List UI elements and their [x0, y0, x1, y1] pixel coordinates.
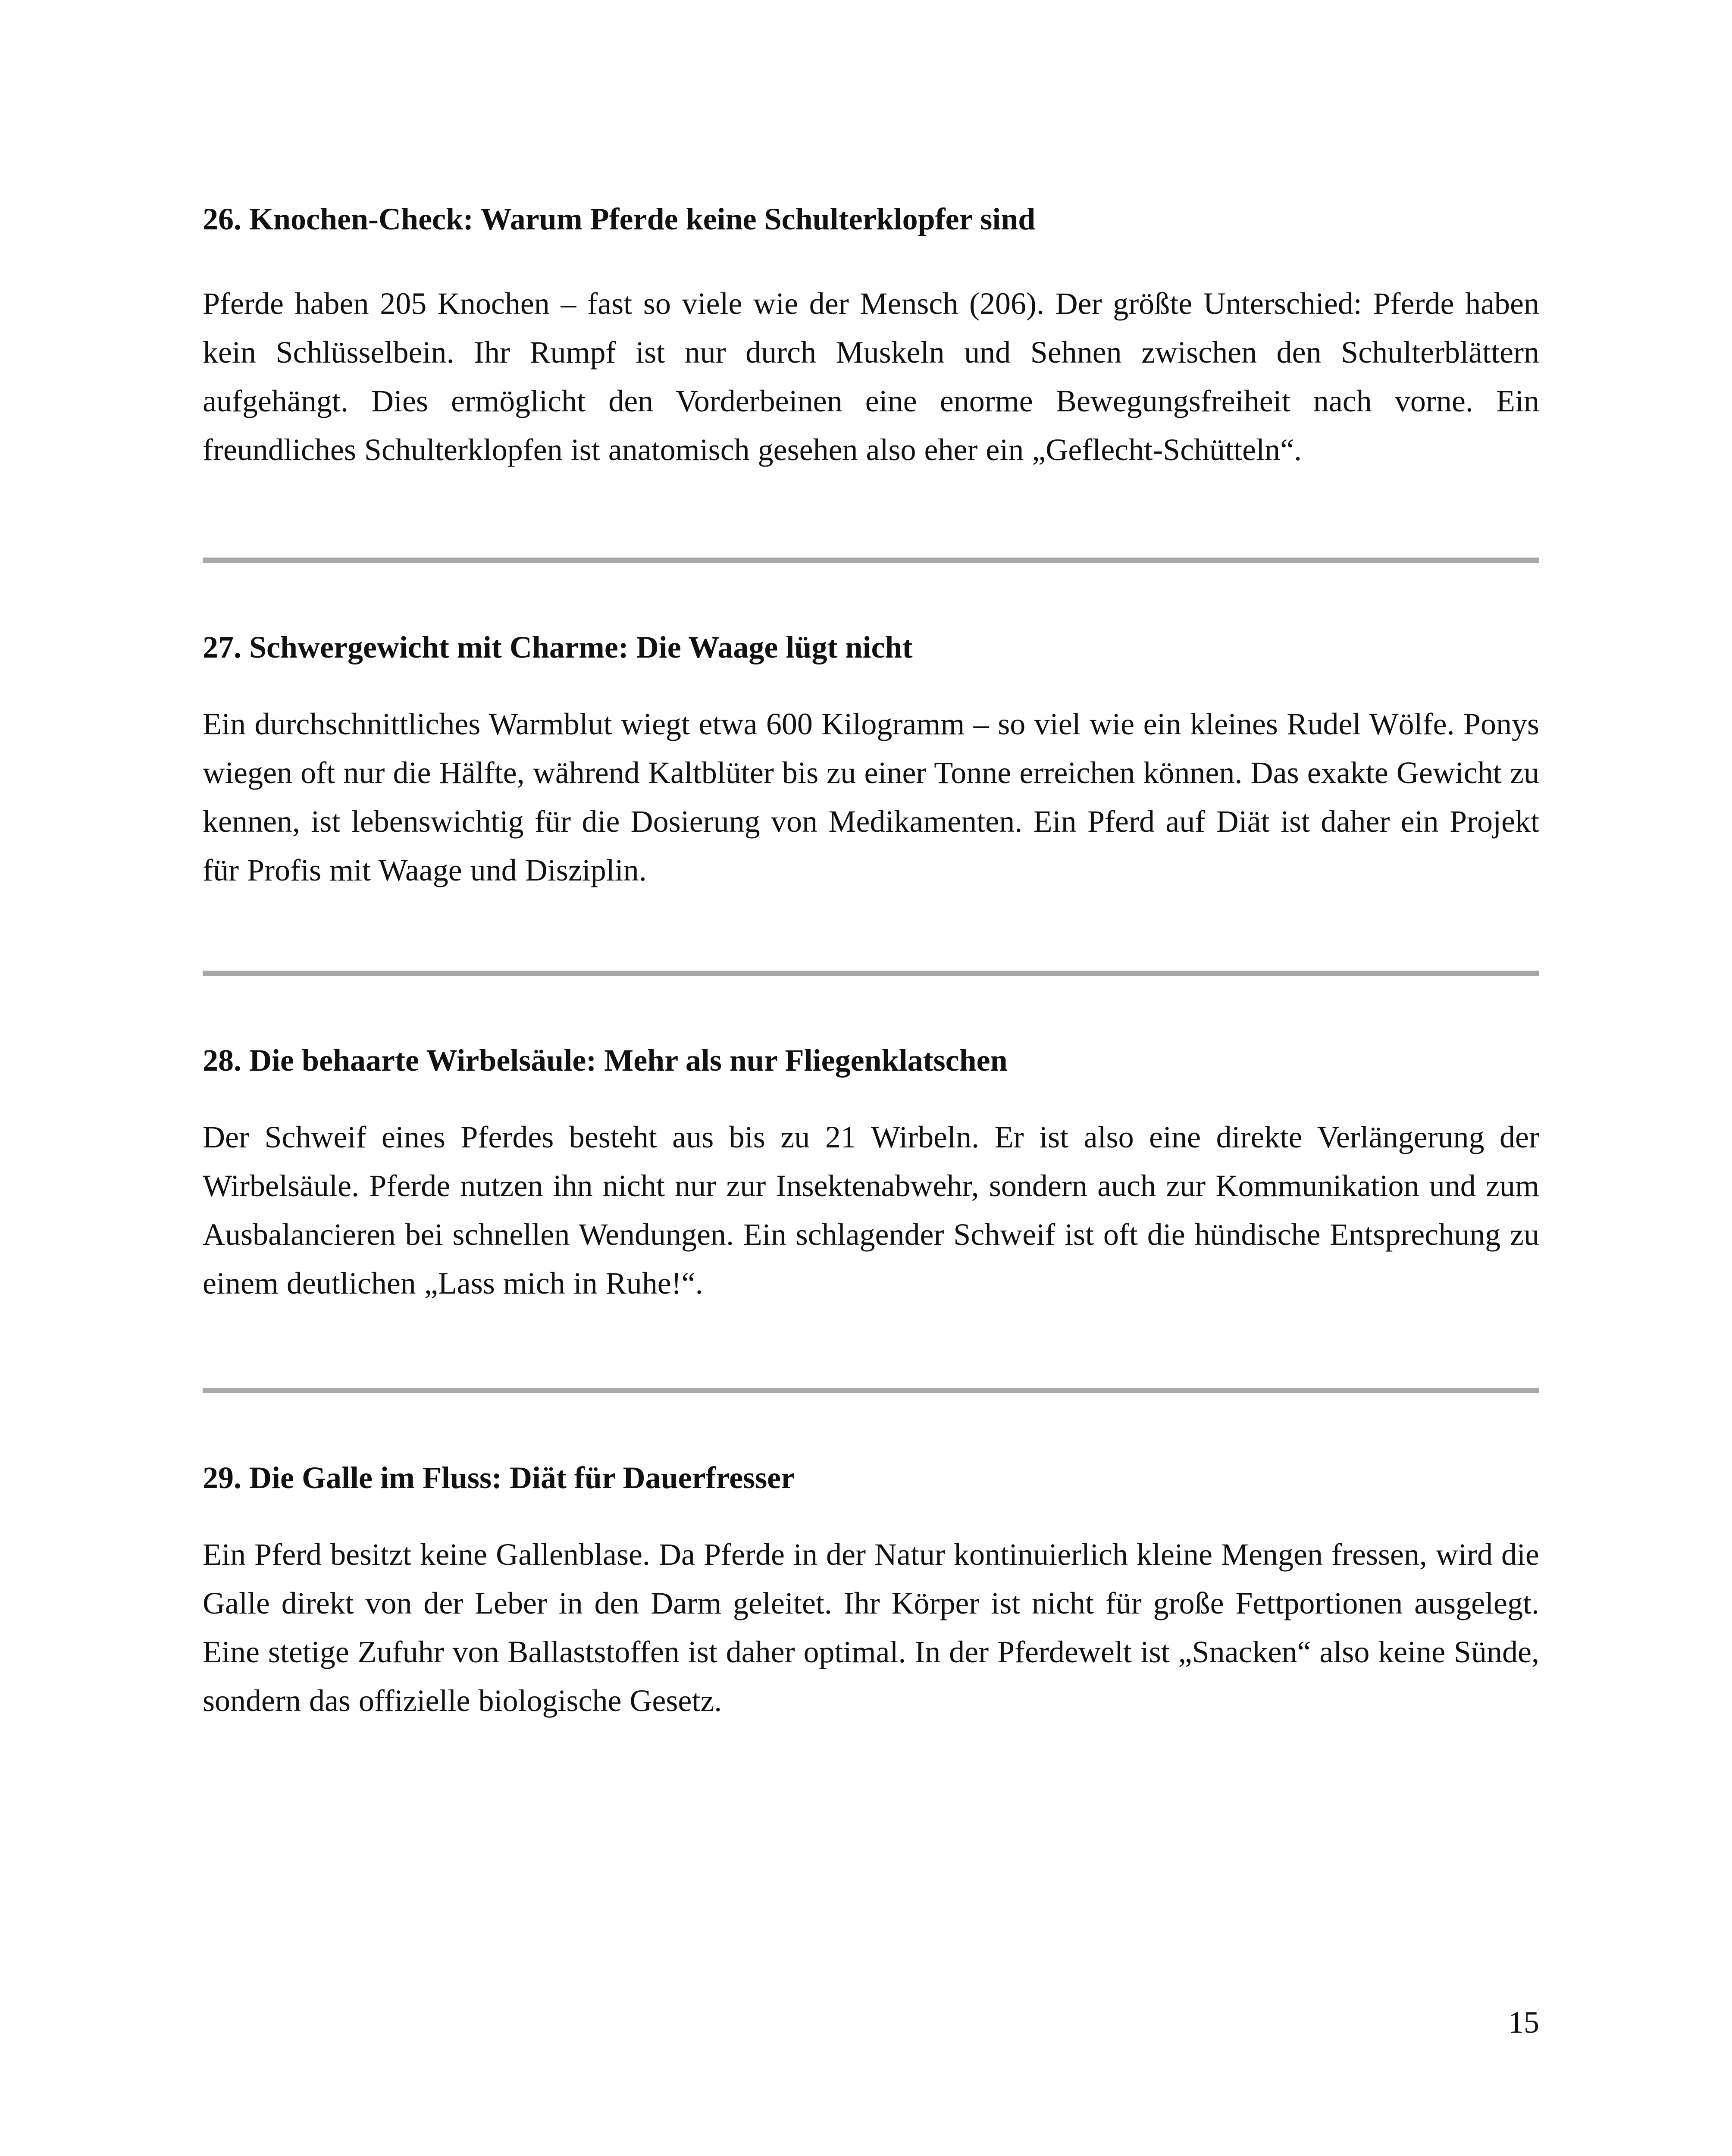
section-heading-28: 28. Die behaarte Wirbelsäule: Mehr als nur Fliegenklatschen — [203, 1043, 1008, 1078]
section-divider — [203, 1388, 1539, 1393]
section-divider — [203, 558, 1539, 563]
section-28 — [203, 1039, 1539, 1308]
section-29 — [203, 1456, 1539, 1725]
section-heading-29: 29. Die Galle im Fluss: Diät für Dauerfresser — [203, 1460, 795, 1495]
section-27 — [203, 626, 1539, 895]
section-heading-27: 27. Schwergewicht mit Charme: Die Waage lügt nicht — [203, 630, 913, 664]
section-body-26: Pferde haben 205 Knochen – fast so viele wie der Mensch (206). Der größte Unterschied: Pferde haben kein Schlüsselbein. Ihr Rumpf ist nur durch Muskeln und Sehnen zwischen den Schulterblättern aufgehängt. Dies ermöglicht den Vorderbeinen eine enorme Bewegungsfreiheit nach vorne. Ein freundliches Schulterklopfen ist anatomisch gesehen also eher ein „Geflecht-Schütteln“. — [203, 286, 1539, 467]
section-26 — [203, 197, 1539, 474]
section-body-28: Der Schweif eines Pferdes besteht aus bis zu 21 Wirbeln. Er ist also eine direkte Verlängerung der Wirbelsäule. Pferde nutzen ihn nicht nur zur Insektenabwehr, sondern auch zur Kommunikation und zum Ausbalancieren bei schnellen Wendungen. Ein schlagender Schweif ist oft die hündische Entsprechung zu einem deutlichen „Lass mich in Ruhe!“. — [203, 1120, 1539, 1300]
section-body-27: Ein durchschnittliches Warmblut wiegt etwa 600 Kilogramm – so viel wie ein kleines Rudel Wölfe. Ponys wiegen oft nur die Hälfte, während Kaltblüter bis zu einer Tonne erreichen können. Das exakte Gewicht zu kennen, ist lebenswichtig für die Dosierung von Medikamenten. Ein Pferd auf Diät ist daher ein Projekt für Profis mit Waage und Disziplin. — [203, 707, 1539, 887]
section-divider — [203, 971, 1539, 976]
section-heading-26: 26. Knochen-Check: Warum Pferde keine Schulterklopfer sind — [203, 202, 1036, 236]
document-page — [203, 197, 1539, 1725]
page-number: 15 — [1508, 2005, 1539, 2040]
section-body-29: Ein Pferd besitzt keine Gallenblase. Da Pferde in der Natur kontinuierlich kleine Mengen fressen, wird die Galle direkt von der Leber in den Darm geleitet. Ihr Körper ist nicht für große Fettportionen ausgelegt. Eine stetige Zufuhr von Ballaststoffen ist daher optimal. In der Pferdewelt ist „Snacken“ also keine Sünde, sondern das offizielle biologische Gesetz. — [203, 1537, 1539, 1718]
